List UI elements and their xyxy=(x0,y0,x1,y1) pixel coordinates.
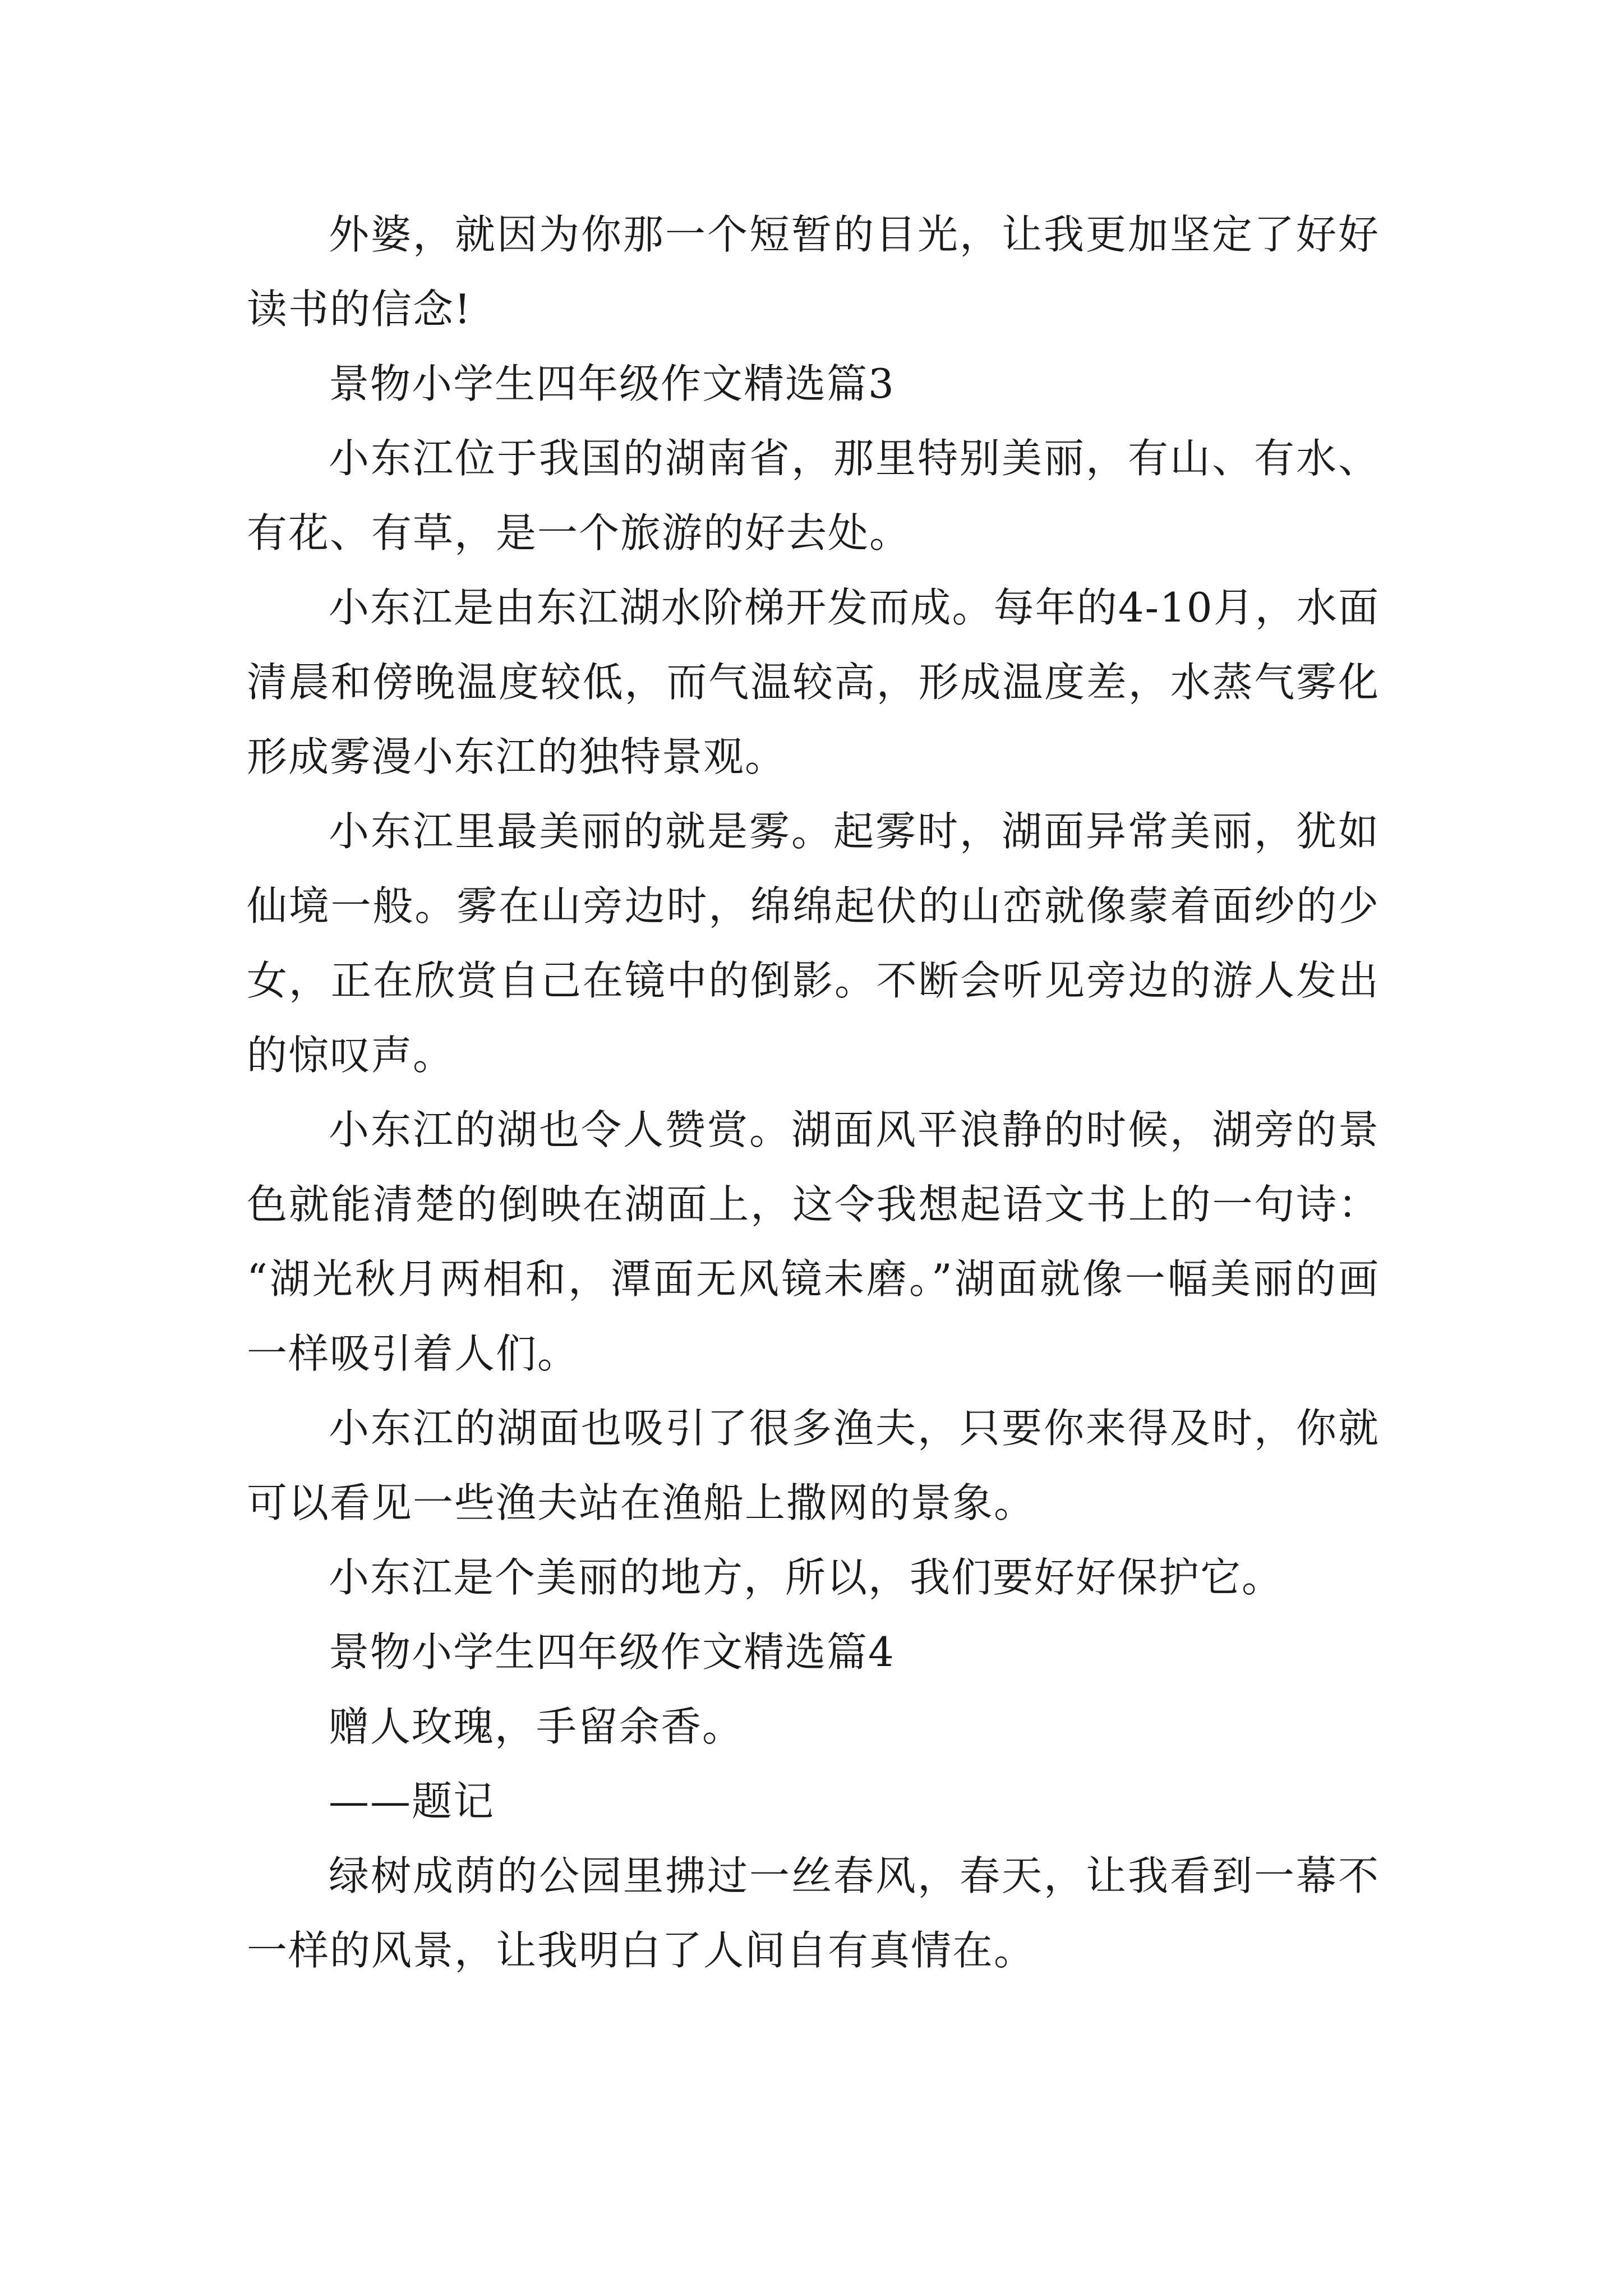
epigraph: 赠人玫瑰，手留余香。 xyxy=(329,1703,744,1750)
document-body xyxy=(247,197,1380,1988)
epigraph-attribution: ——题记 xyxy=(329,1778,495,1825)
paragraph: 小东江里最美丽的就是雾。起雾时，湖面异常美丽，犹如仙境一般。雾在山旁边时，绵绵起伏的山峦就像蒙着面纱的少女，正在欣赏自己在镜中的倒影。不断会听见旁边的游人发出的惊叹声。 xyxy=(247,808,1380,1079)
essay-heading-4: 景物小学生四年级作文精选篇4 xyxy=(329,1628,895,1676)
paragraph: 小东江的湖面也吸引了很多渔夫，只要你来得及时，你就可以看见一些渔夫站在渔船上撒网的景象。 xyxy=(247,1405,1380,1526)
paragraph: 小东江是由东江湖水阶梯开发而成。每年的4-10月，水面清晨和傍晚温度较低，而气温较高，形成温度差，水蒸气雾化形成雾漫小东江的独特景观。 xyxy=(247,584,1380,780)
paragraph: 小东江是个美丽的地方，所以，我们要好好保护它。 xyxy=(329,1554,1284,1601)
paragraph-closing: 外婆，就因为你那一个短暂的目光，让我更加坚定了好好读书的信念! xyxy=(247,211,1380,333)
essay-heading-3: 景物小学生四年级作文精选篇3 xyxy=(329,360,895,407)
paragraph: 小东江位于我国的湖南省，那里特别美丽，有山、有水、有花、有草，是一个旅游的好去处。 xyxy=(247,435,1380,556)
paragraph: 小东江的湖也令人赞赏。湖面风平浪静的时候，湖旁的景色就能清楚的倒映在湖面上，这令我想起语文书上的一句诗：“湖光秋月两相和，潭面无风镜未磨。”湖面就像一幅美丽的画一样吸引着人们。 xyxy=(247,1106,1380,1377)
paragraph: 绿树成荫的公园里拂过一丝春风，春天，让我看到一幕不一样的风景，让我明白了人间自有真情在。 xyxy=(247,1852,1380,1974)
